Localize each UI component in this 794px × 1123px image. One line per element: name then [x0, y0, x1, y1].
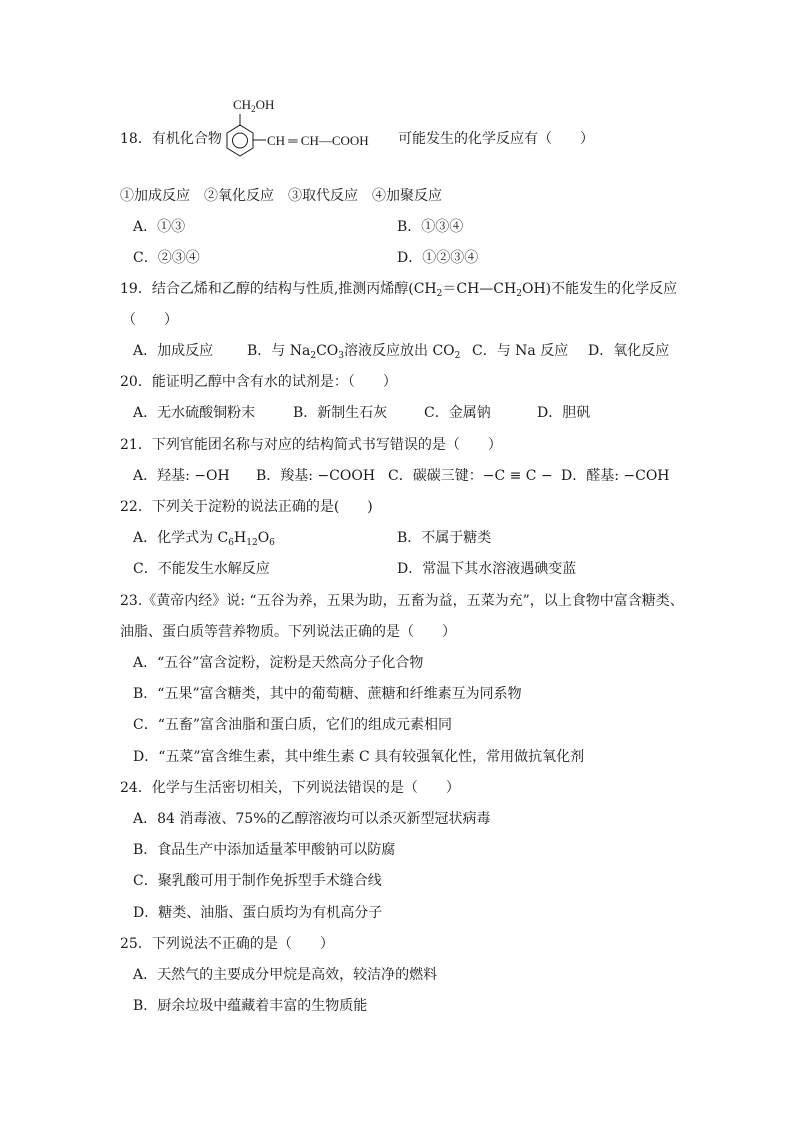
q18-stem-suffix: 可能发生的化学反应有（ ） — [398, 131, 594, 147]
q18-option-a[interactable]: A．①③ — [133, 219, 186, 235]
q22-option-a-sub-3: 6 — [269, 538, 275, 548]
q19-answer-paren: （ ） — [122, 312, 178, 328]
q19-option-b[interactable] — [247, 341, 460, 361]
q18-option-d[interactable]: D．①②③④ — [397, 250, 479, 266]
q18-benzene-ring — [227, 125, 253, 156]
q19-stem — [120, 279, 677, 299]
q19-option-b-sub-2: 3 — [338, 351, 345, 361]
q19-option-b-part-a: B．与 Na — [247, 343, 311, 359]
q25-option-b[interactable]: B．厨余垃圾中蕴藏着丰富的生物质能 — [133, 998, 368, 1014]
q19-stem-sub-2: 2 — [516, 289, 522, 299]
q18-statements: ①加成反应 ②氧化反应 ③取代反应 ④加聚反应 — [120, 188, 442, 204]
q19-option-c[interactable]: C．与 Na 反应 — [472, 343, 569, 359]
q18-top-group: $CH_2OH$ — [233, 97, 275, 114]
q19-stem-part-b: ＝CH—CH — [442, 281, 517, 297]
q20-option-a[interactable]: A．无水硫酸铜粉末 — [133, 405, 256, 421]
q19-option-b-sub-1: 2 — [310, 351, 317, 361]
q20-stem: 20．能证明乙醇中含有水的试剂是：（ ） — [120, 374, 397, 390]
q18-option-b[interactable]: B．①③④ — [397, 219, 464, 235]
q19-option-b-sub-3: 2 — [454, 351, 461, 361]
q20-option-d[interactable]: D．胆矾 — [537, 405, 591, 421]
q24-option-d[interactable]: D．糖类、油脂、蛋白质均为有机高分子 — [133, 905, 383, 921]
q22-option-a-sub-1: 6 — [228, 538, 235, 548]
q19-stem-part-c: OH)不能发生的化学反应 — [521, 281, 678, 297]
q21-option-a[interactable]: A．羟基: −OH — [133, 468, 230, 484]
q18-prefix: 有机化合物 — [151, 131, 222, 147]
q18-number: 18． — [120, 131, 152, 147]
q20-option-b[interactable]: B．新制生石灰 — [293, 405, 388, 421]
q25-option-a[interactable]: A．天然气的主要成分甲烷是高效，较洁净的燃料 — [133, 967, 438, 983]
q18-benzene-circle — [233, 133, 248, 148]
q18-structure-diagram — [222, 92, 402, 164]
q19-stem-sub-1: 2 — [436, 289, 443, 299]
q19-option-d[interactable]: D．氧化反应 — [588, 343, 670, 359]
q19-option-a[interactable]: A．加成反应 — [133, 343, 214, 359]
q21-option-d[interactable]: D．醛基: −COH — [561, 468, 670, 484]
q22-option-d[interactable]: D．常温下其水溶液遇碘变蓝 — [397, 561, 577, 577]
q18-chain: CH ═ CH—COOH — [267, 133, 369, 148]
q25-stem: 25．下列说法不正确的是（ ） — [120, 936, 334, 952]
q24-option-b[interactable]: B．食品生产中添加适量苯甲酸钠可以防腐 — [133, 842, 396, 858]
q23-option-a[interactable]: A．“五谷”富含淀粉，淀粉是天然高分子化合物 — [133, 655, 424, 671]
q21-option-c[interactable]: C．碳碳三键：−C ≡ C − — [388, 468, 553, 484]
q24-option-c[interactable]: C．聚乳酸可用于制作免拆型手术缝合线 — [133, 873, 382, 889]
q23-stem-line1: 23.《黄帝内经》说: “五谷为养，五果为助，五畜为益，五菜为充”，以上食物中富含糖类、 — [120, 593, 684, 609]
q22-option-b[interactable]: B．不属于糖类 — [397, 530, 492, 546]
q22-stem: 22．下列关于淀粉的说法正确的是( ) — [120, 499, 373, 515]
q23-option-d[interactable]: D．“五菜”富含维生素，其中维生素 C 具有较强氧化性，常用做抗氧化剂 — [133, 749, 585, 765]
q20-option-c[interactable]: C．金属钠 — [424, 405, 491, 421]
q22-option-a-part-b: H — [234, 530, 247, 546]
q23-option-b[interactable]: B．“五果”富含糖类，其中的葡萄糖、蔗糖和纤维素互为同系物 — [133, 686, 522, 702]
q19-option-b-part-b: CO — [316, 343, 339, 359]
q18-stem-lead — [120, 129, 222, 149]
q21-option-b[interactable]: B．羧基: −COOH — [256, 468, 376, 484]
q22-option-a[interactable] — [133, 528, 275, 548]
q19-option-b-part-c: 溶液反应放出 CO — [344, 343, 455, 359]
q18-option-c[interactable]: C．②③④ — [133, 250, 200, 266]
q22-option-a-sub-2: 12 — [246, 538, 258, 548]
q21-stem: 21．下列官能团名称与对应的结构简式书写错误的是（ ） — [120, 437, 502, 453]
q19-stem-part-a: 19．结合乙烯和乙醇的结构与性质,推测丙烯醇(CH — [120, 281, 437, 297]
q22-option-a-part-a: A．化学式为 C — [133, 530, 229, 546]
q23-option-c[interactable]: C．“五畜”富含油脂和蛋白质，它们的组成元素相同 — [133, 717, 453, 733]
q22-option-a-part-c: O — [257, 530, 270, 546]
q24-option-a[interactable]: A．84 消毒液、75%的乙醇溶液均可以杀灭新型冠状病毒 — [133, 811, 491, 827]
q22-option-c[interactable]: C．不能发生水解反应 — [133, 561, 270, 577]
q23-stem-line2: 油脂、蛋白质等营养物质。下列说法正确的是（ ） — [120, 624, 456, 640]
q24-stem: 24．化学与生活密切相关，下列说法错误的是（ ） — [120, 780, 460, 796]
